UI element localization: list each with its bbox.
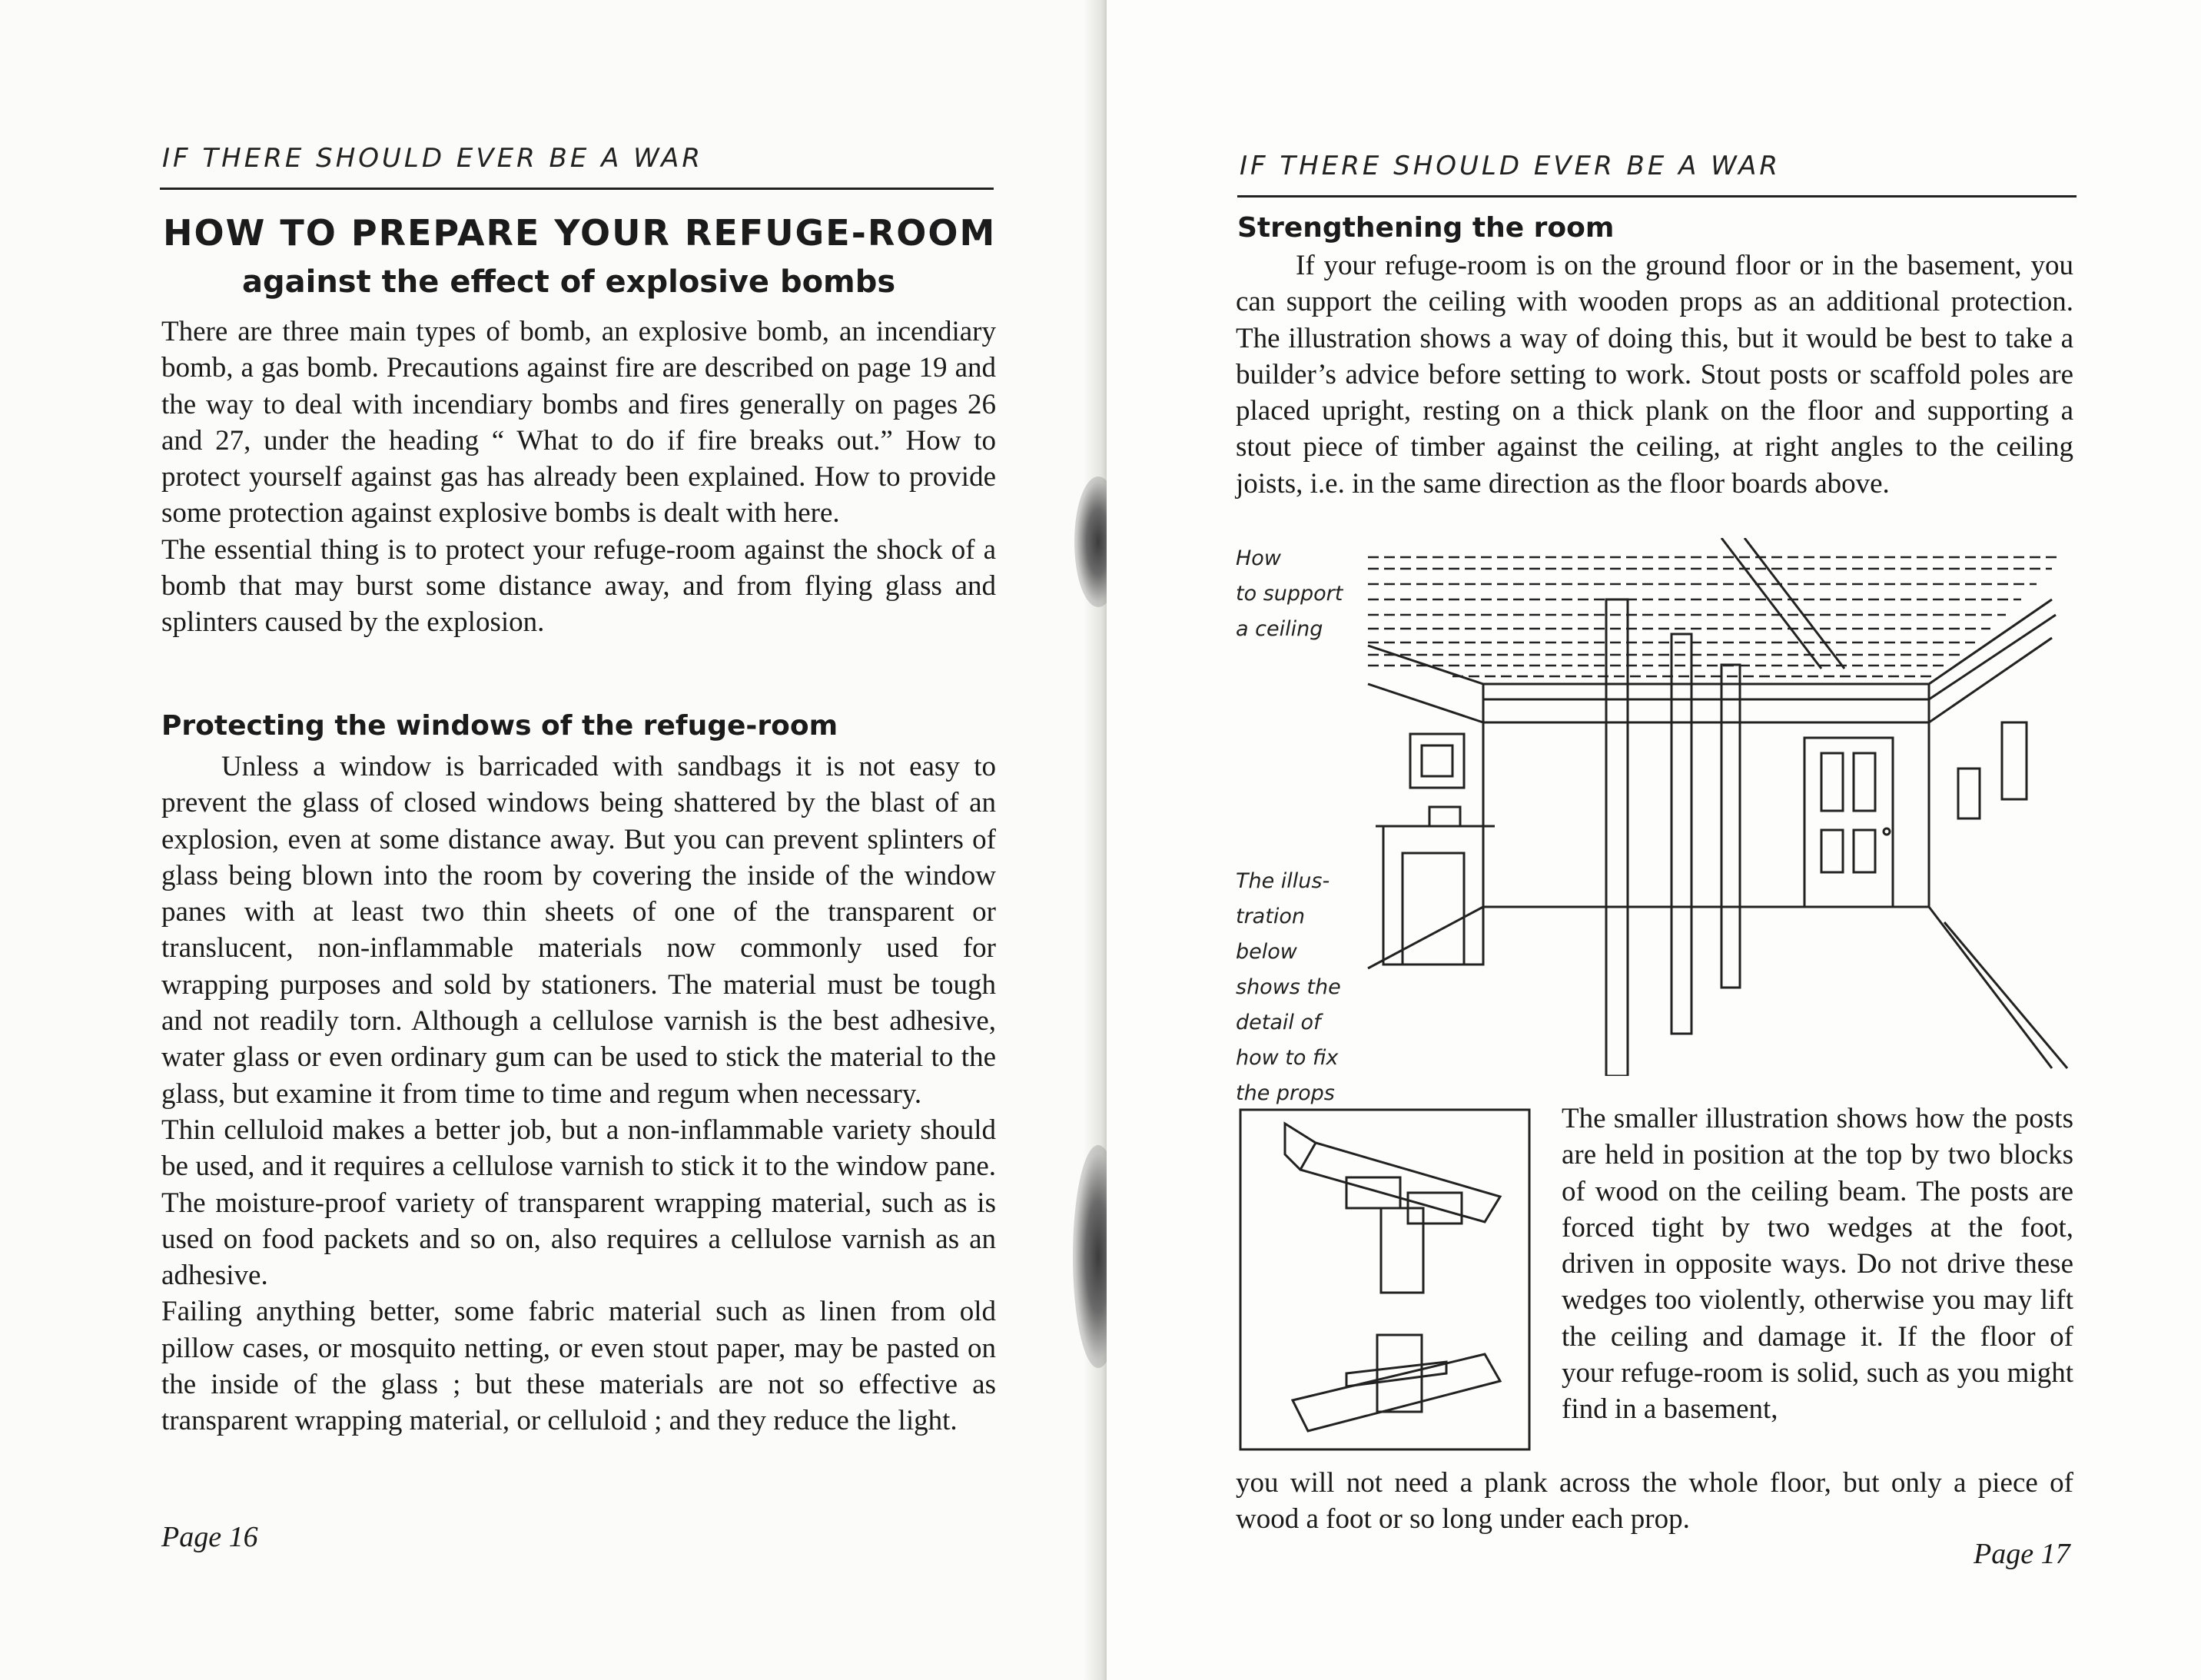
prop-detail-illustration	[1239, 1108, 1531, 1451]
intro-text	[161, 314, 996, 641]
windows-text	[161, 749, 996, 1439]
caption-line: to support	[1236, 582, 1343, 606]
caption-line: The illus-	[1236, 869, 1330, 893]
caption-line: shows the	[1236, 975, 1341, 999]
detail-frame	[1240, 1110, 1529, 1449]
strengthening-paragraph-3: you will not need a plank across the whole floor, but only a piece of wood a foot or so long under each prop.	[1236, 1467, 2073, 1536]
windows-paragraph-1: Unless a window is barricaded with sandbags it is not easy to prevent the glass of closed windows being shattered by the blast of an explosion, even at some distance away. But you can prevent splinters of glass being blown into the room by covering the inside of the window panes with at least two thin sheets of one of the transparent or translucent, non-inflammable materials now commonly used for wrapping purposes and sold by stationers. The material must be tough and not readily torn. Although a cellulose varnish is the best adhesive, water glass or even ordinary gum can be used to stick the material to the glass, but examine it from time to time and regum when necessary.	[161, 751, 996, 1110]
windows-paragraph-3: Failing anything better, some fabric material such as linen from old pillow cases, or mosquito netting, or even stout paper, may be pasted on the inside of the glass ; but these materials are not so effective as transparent wrapping material, or celluloid ; and they reduce the light.	[161, 1296, 996, 1437]
floor-plank-detail	[1293, 1354, 1500, 1431]
caption-line: a ceiling	[1236, 617, 1323, 641]
caption-line: below	[1236, 940, 1297, 964]
ceiling-joists	[1368, 557, 2060, 676]
strengthening-paragraph-1: If your refuge-room is on the ground floor or in the basement, you can support the ceiling with wooden props as an additional protection. The illustration shows a way of doing this, but it would be best to take a builder’s advice before setting to work. Stout posts or scaffold poles are placed upright, resting on a thick plank on the floor and supporting a stout piece of timber against the ceiling, at right angles to the ceiling joists, i.e. in the same direction as the floor boards above.	[1236, 250, 2073, 500]
header-rule-right	[1237, 195, 2077, 198]
caption-line: tration	[1236, 905, 1305, 928]
page-title: HOW TO PREPARE YOUR REFUGE-ROOM	[163, 212, 997, 254]
caption-detail-props	[1236, 864, 1341, 1111]
header-rule-left	[160, 188, 994, 190]
caption-line: how to fix	[1236, 1046, 1339, 1070]
page-number-left: Page 16	[161, 1521, 258, 1553]
right-page	[1107, 0, 2201, 1680]
section-heading-windows: Protecting the windows of the refuge-room	[161, 710, 838, 742]
caption-support-ceiling	[1236, 541, 1343, 647]
windows-paragraph-2: Thin celluloid makes a better job, but a non-inflammable variety should be used, and it requires a cellulose varnish to stick it to the window pane. The moisture-proof variety of transparent wrapping material, such as is used on food packets and so on, also requires a cellulose varnish as an adhesive.	[161, 1114, 996, 1292]
block-wood-icon	[1346, 1177, 1400, 1208]
caption-line: the props	[1236, 1081, 1335, 1105]
post-bottom	[1377, 1335, 1422, 1412]
caption-line: How	[1236, 546, 1281, 570]
post-top	[1381, 1208, 1423, 1293]
intro-paragraph-2: The essential thing is to protect your refuge-room against the shock of a bomb that may burst some distance away, and from flying glass and splinters caused by the explosion.	[161, 533, 996, 639]
intro-paragraph-1: There are three main types of bomb, an explosive bomb, an incendiary bomb, a gas bomb. Precautions against fire are described on page 19 and the way to deal with incendiary bombs and fires generally on pages 26 and 27, under the heading “ What to do if fire breaks out.” How to protect yourself against gas has already been explained. How to provide some protection against explosive bombs is dealt with here.	[161, 316, 996, 530]
section-heading-strengthening: Strengthening the room	[1237, 212, 1615, 244]
strengthening-paragraph-2: The smaller illustration shows how the posts are held in position at the top by two blocks of wood on the ceiling beam. The posts are forced tight by two wedges at the foot, driven in opposite ways. Do not drive these wedges too violently, otherwise you may lift the ceiling and damage it. If the floor of your refuge-room is solid, such as you might find in a basement,	[1562, 1103, 2073, 1426]
page-subtitle: against the effect of explosive bombs	[242, 264, 896, 300]
page-number-right: Page 17	[1974, 1538, 2070, 1570]
caption-line: detail of	[1236, 1011, 1321, 1034]
left-page	[0, 0, 1095, 1680]
running-head-left: IF THERE SHOULD EVER BE A WAR	[162, 143, 703, 174]
room-illustration	[1360, 538, 2075, 1076]
running-head-right: IF THERE SHOULD EVER BE A WAR	[1240, 151, 1781, 181]
